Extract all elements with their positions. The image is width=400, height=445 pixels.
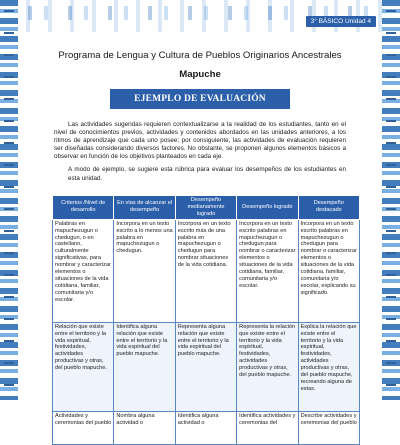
- table-row: [53, 322, 360, 411]
- table-row: [53, 411, 360, 444]
- unit-badge: 3° BÁSICO Unidad 4: [306, 16, 376, 27]
- table-cell: Palabras en mapuchezugun o chedugun, o en castellano, culturalmente significativas, para nombrar y caracterizar elementos o situaciones de la vida cotidiana, familiar, comunitaria y/o escolar.: [53, 219, 114, 322]
- table-cell: Explica la relación que existe entre el territorio y la vida espiritual, festividades, actividades productivas y otras, del pueblo mapuche, recreando alguna de estas.: [298, 322, 359, 411]
- table-row: [53, 219, 360, 322]
- document-content: [24, 50, 376, 183]
- table-cell: Nombra alguna actividad o: [114, 411, 175, 444]
- right-decorative-border: [382, 0, 400, 400]
- table-cell: Identifica alguna relación que existe entre el territorio y la vida espiritual del pueblo mapuche.: [114, 322, 175, 411]
- header-level-1: En vías de alcanzar el desempeño: [114, 196, 175, 220]
- table-cell: Actividades y ceremonias del pueblo: [53, 411, 114, 444]
- left-decorative-border: [0, 0, 18, 400]
- header-level-3: Desempeño logrado: [237, 196, 298, 220]
- table-cell: Identifica actividades y ceremonias del: [237, 411, 298, 444]
- table-cell: Incorpora en un texto escrito palabras en mapuchezugun o chedugun para nombrar o caracterizar elementos o situaciones de la vida cotidiana, familiar, comunitaria y/o escolar.: [237, 219, 298, 322]
- table-cell: Representa alguna relación que existe entre el territorio y la vida espiritual del pueblo mapuche.: [175, 322, 236, 411]
- document-subtitle: Mapuche: [179, 69, 221, 80]
- rubric-table: [52, 195, 360, 445]
- header-level-2: Desempeño medianamente logrado: [175, 196, 236, 220]
- section-banner: EJEMPLO DE EVALUACIÓN: [110, 89, 290, 109]
- header-level-4: Desempeño destacado: [298, 196, 359, 220]
- table-cell: Relación que existe entre el territorio y la vida espiritual, festividades, actividades productivas y otras, del pueblo mapuche.: [53, 322, 114, 411]
- table-cell: Incorpora en un texto escrito más de una palabra en mapuchezugun o chedugun para nombrar situaciones de la vida cotidiana.: [175, 219, 236, 322]
- table-cell: Representa la relación que existe entre el territorio y la vida espiritual, festividades, actividades productivas y otras, del pueblo mapuche.: [237, 322, 298, 411]
- rubric-header-row: [53, 196, 360, 220]
- table-cell: Incorpora en un texto escrito a lo menos una palabra en mapuchezugun o chedugun.: [114, 219, 175, 322]
- table-cell: Describe actividades y ceremonias del pueblo: [298, 411, 359, 444]
- header-criteria: Criterios /Nivel de desarrollo: [53, 196, 114, 220]
- table-cell: Incorpora en un texto escrito palabras en mapuchezugun o chedugun para nombrar o caracterizar elementos o situaciones de la vida cotidiana, familiar, comunitaria y/o escolar, explicando su significado.: [298, 219, 359, 322]
- intro-paragraph: Las actividades sugeridas requieren contextualizarse a la realidad de los estudiantes, tanto en el nivel de conocimientos previos, actividades y contenidos abordados en las unidades anteriores, a los ritmos de aprendizaje que cada uno posee; por consiguiente, las actividades de evaluación requieren ser diseñadas considerando diversos factores. No obstante, se proponen algunos elementos básicos a observar en función de los objetivos planteados en cada eje.: [54, 121, 346, 161]
- table-cell: Identifica alguna actividad o: [175, 411, 236, 444]
- program-title: Programa de Lengua y Cultura de Pueblos Originarios Ancestrales: [58, 50, 342, 61]
- rubric-intro-paragraph: A modo de ejemplo, se sugiere esta rúbrica para evaluar los desempeños de los estudiantes en esta unidad.: [68, 166, 346, 182]
